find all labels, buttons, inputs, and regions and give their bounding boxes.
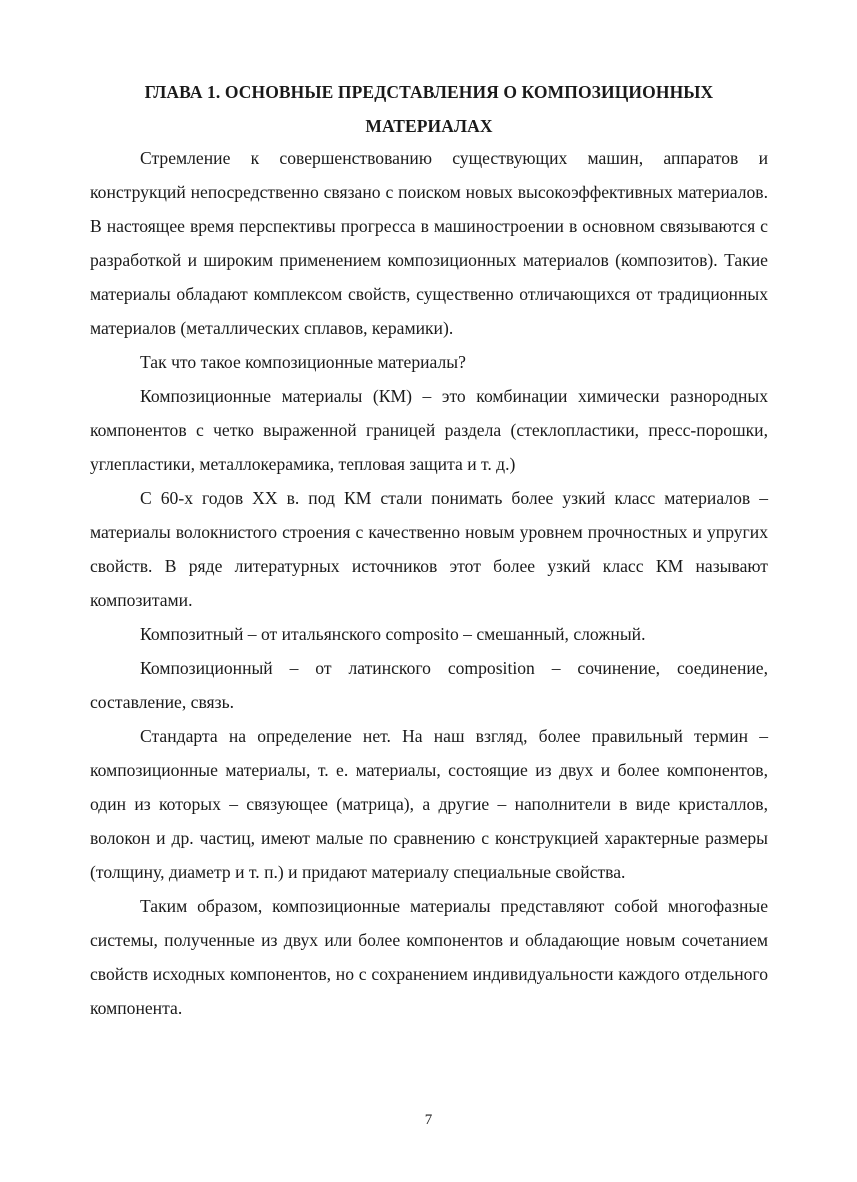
- paragraph: Стандарта на определение нет. На наш взгляд, более правильный термин – композиционные материалы, т. е. материалы, состоящие из двух и более компонентов, один из которых – связующее (матрица), а другие – наполнители в виде кристаллов, волокон и др. частиц, имеют малые по сравнению с конструкцией характерные размеры (толщину, диаметр и т. п.) и придают материалу специальные свойства.: [90, 726, 768, 882]
- paragraph: Композитный – от итальянского composito – смешанный, сложный.: [140, 624, 646, 644]
- paragraph: Так что такое композиционные материалы?: [140, 352, 466, 372]
- body-text: [90, 141, 768, 1025]
- paragraph: Таким образом, композиционные материалы представляют собой многофазные системы, полученные из двух или более компонентов и обладающие новым сочетанием свойств исходных компонентов, но с сохранением индивидуальности каждого отдельного компонента.: [90, 896, 768, 1018]
- paragraph: Композиционные материалы (КМ) – это комбинации химически разнородных компонентов с четко выраженной границей раздела (стеклопластики, пресс-порошки, углепластики, металлокерамика, тепловая защита и т. д.): [90, 386, 768, 474]
- page-number: 7: [424, 1112, 433, 1128]
- chapter-title: ГЛАВА 1. ОСНОВНЫЕ ПРЕДСТАВЛЕНИЯ О КОМПОЗИЦИОННЫХ МАТЕРИАЛАХ: [144, 82, 714, 136]
- paragraph: Стремление к совершенствованию существующих машин, аппаратов и конструкций непосредственно связано с поиском новых высокоэффективных материалов. В настоящее время перспективы прогресса в машиностроении в основном связываются с разработкой и широким применением композиционных материалов (композитов). Такие материалы обладают комплексом свойств, существенно отличающихся от традиционных материалов (металлических сплавов, керамики).: [90, 148, 768, 338]
- paragraph: С 60-х годов XX в. под КМ стали понимать более узкий класс материалов – материалы волокнистого строения с качественно новым уровнем прочностных и упругих свойств. В ряде литературных источников этот более узкий класс КМ называют композитами.: [90, 488, 768, 610]
- paragraph: Композиционный – от латинского composition – сочинение, соединение, составление, связь.: [90, 658, 768, 712]
